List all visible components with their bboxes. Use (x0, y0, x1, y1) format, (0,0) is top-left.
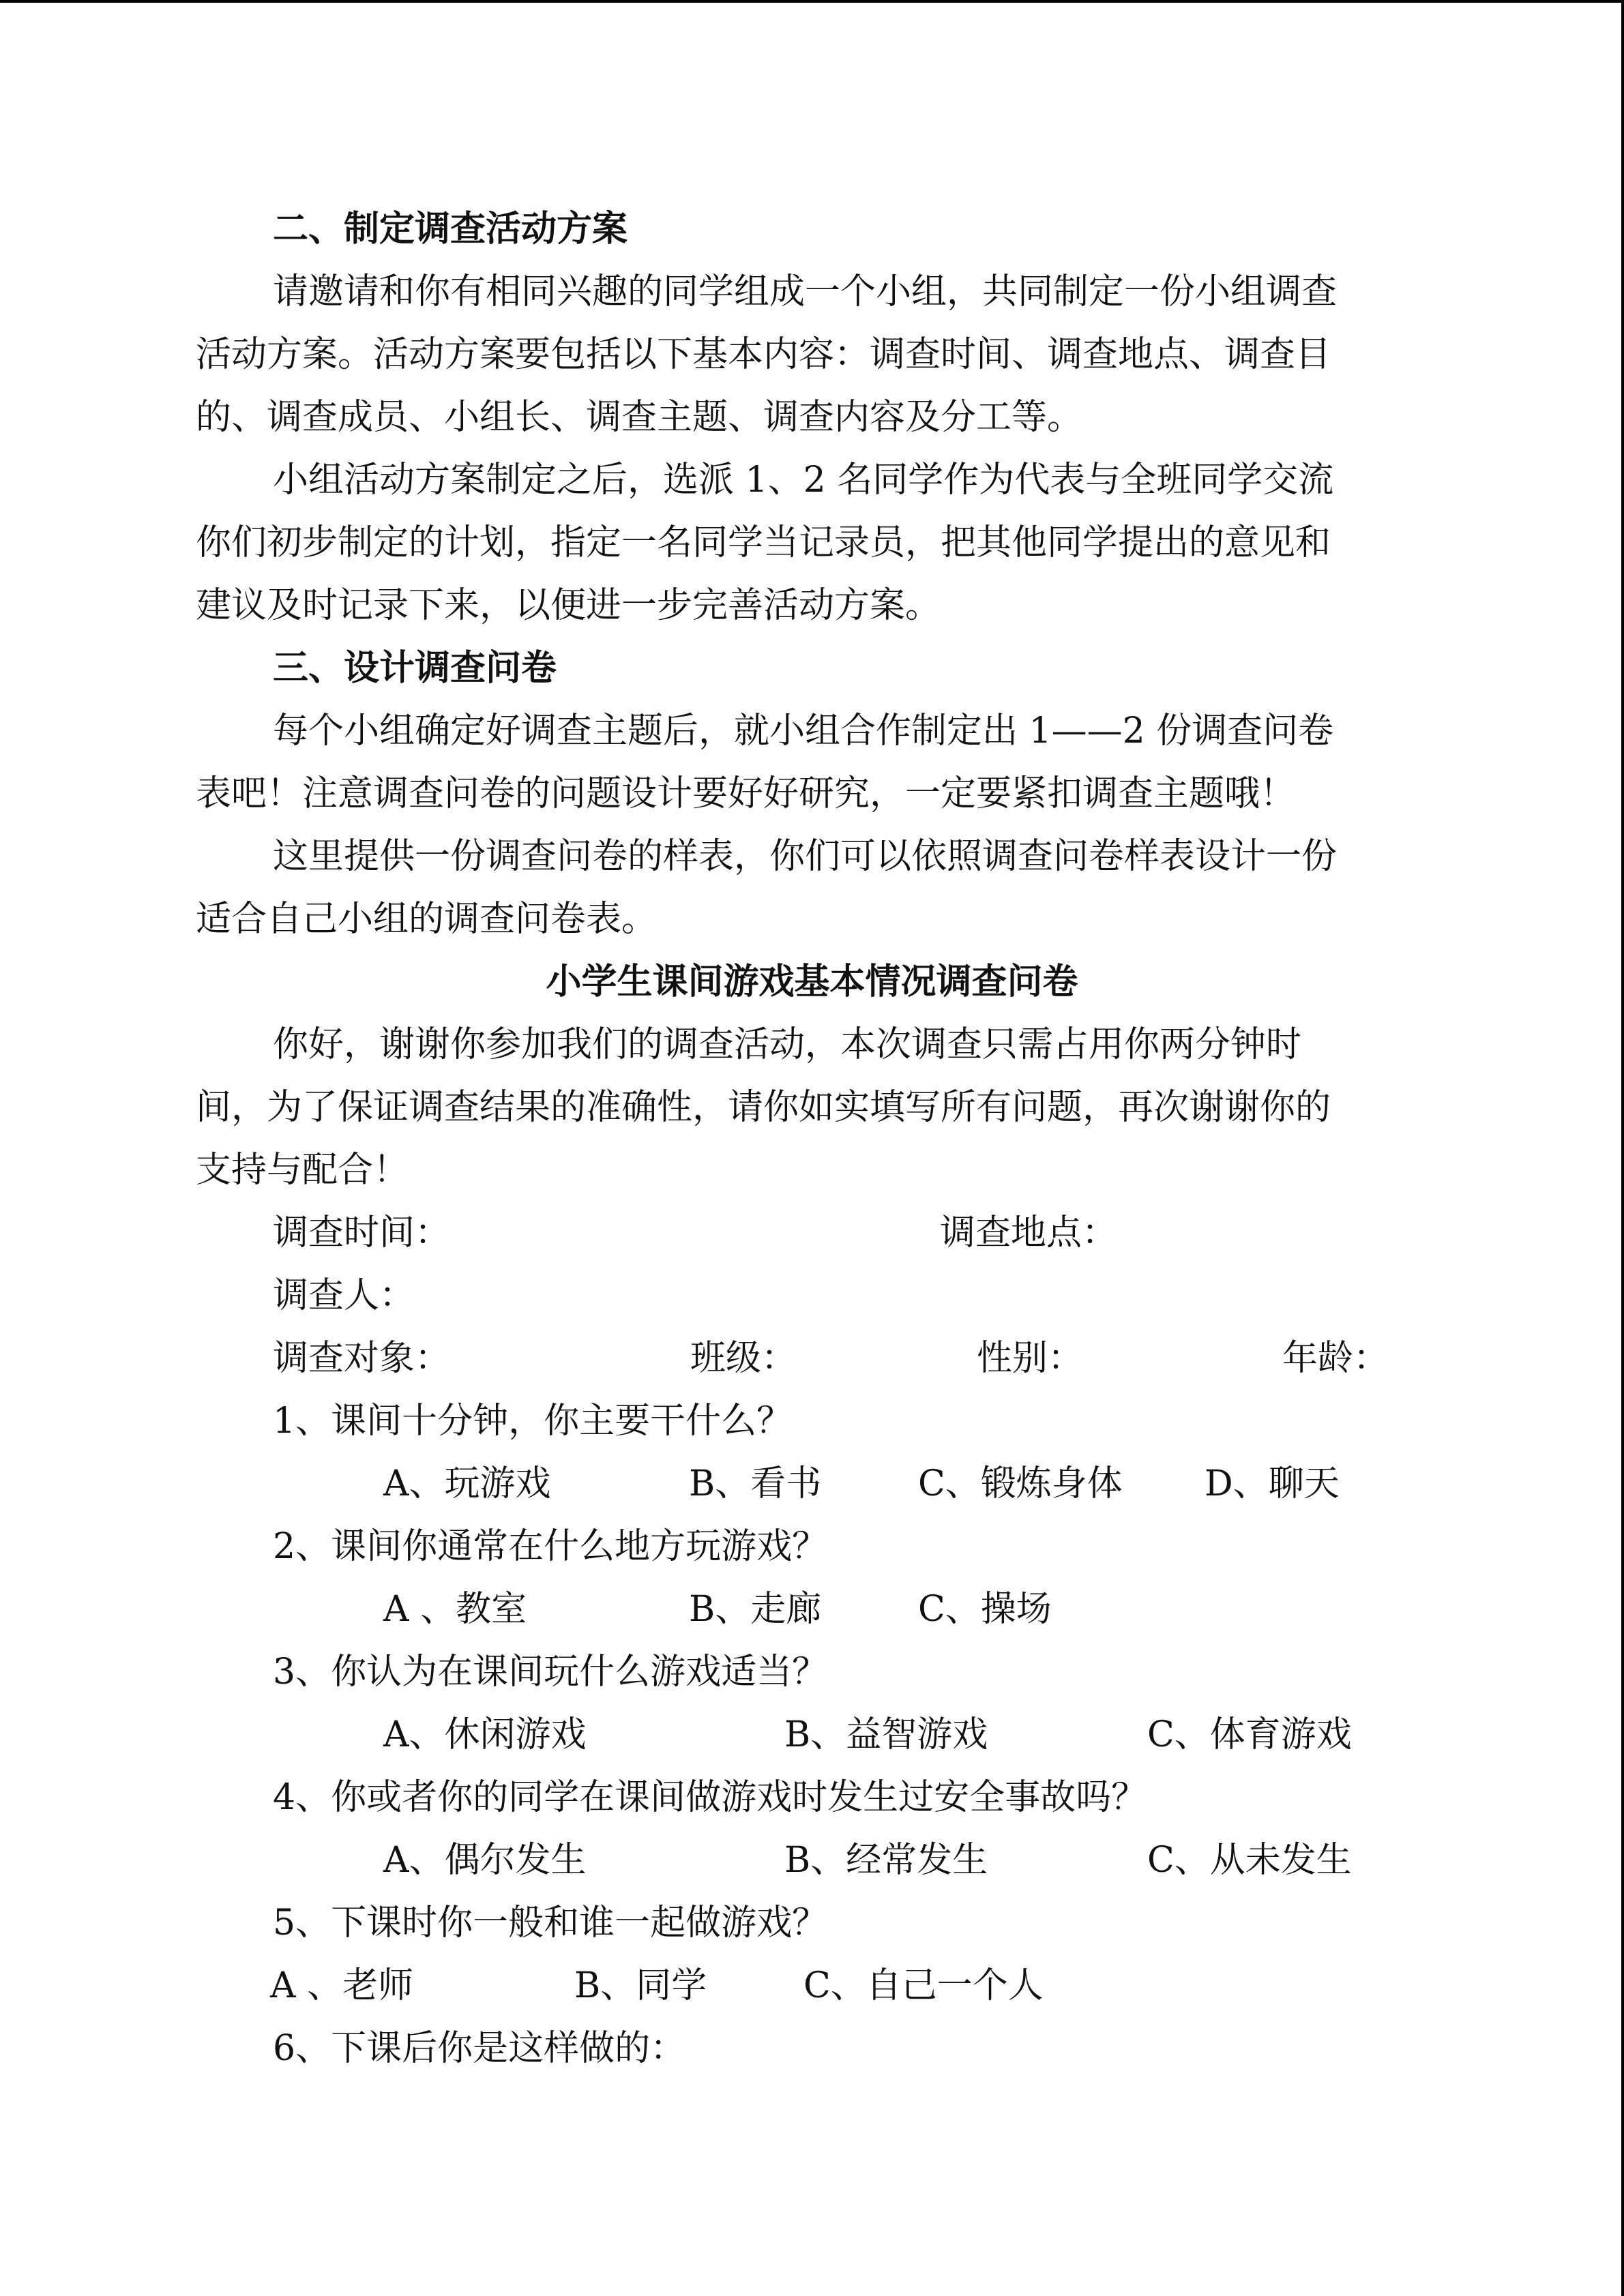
section3-paragraph1-line2: 表吧！注意调查问卷的问题设计要好好研究，一定要紧扣调查主题哦！ (196, 773, 1296, 814)
q3-option-c: C、体育游戏 (1147, 1714, 1352, 1755)
field-survey-place: 调查地点： (940, 1212, 1118, 1253)
q4-option-a: A、偶尔发生 (383, 1840, 587, 1881)
section2-paragraph1-line2: 活动方案。活动方案要包括以下基本内容：调查时间、调查地点、调查目 (196, 334, 1331, 375)
section3-heading: 三、设计调查问卷 (273, 647, 557, 689)
q3-option-b: B、益智游戏 (784, 1714, 988, 1755)
section2-paragraph1-line1: 请邀请和你有相同兴趣的同学组成一个小组，共同制定一份小组调查 (273, 271, 1338, 312)
q3-option-a: A、休闲游戏 (383, 1714, 587, 1755)
section2-paragraph2-line3: 建议及时记录下来，以便进一步完善活动方案。 (196, 585, 941, 626)
q2-option-b: B、走廊 (689, 1589, 822, 1630)
q1-option-c: C、锻炼身体 (918, 1463, 1123, 1504)
section2-heading: 二、制定调查活动方案 (273, 208, 628, 250)
q1-option-a: A、玩游戏 (383, 1463, 551, 1504)
question-2: 2、课间你通常在什么地方玩游戏？ (273, 1526, 828, 1567)
q5-option-b: B、同学 (574, 1965, 707, 2006)
section3-paragraph1-line1: 每个小组确定好调查主题后，就小组合作制定出 1——2 份调查问卷 (273, 711, 1334, 751)
section2-paragraph2-line2: 你们初步制定的计划，指定一名同学当记录员，把其他同学提出的意见和 (196, 522, 1331, 563)
section3-paragraph2-line1: 这里提供一份调查问卷的样表，你们可以依照调查问卷样表设计一份 (273, 836, 1338, 877)
q1-option-d: D、聊天 (1205, 1463, 1340, 1504)
q2-option-a: A 、教室 (383, 1589, 527, 1630)
q2-option-c: C、操场 (918, 1589, 1052, 1630)
question-5: 5、下课时你一般和谁一起做游戏？ (273, 1903, 828, 1943)
field-survey-time: 调查时间： (273, 1212, 451, 1253)
q4-option-b: B、经常发生 (784, 1840, 988, 1881)
section2-paragraph2-line1: 小组活动方案制定之后，选派 1、2 名同学作为代表与全班同学交流 (273, 460, 1334, 501)
question-1: 1、课间十分钟，你主要干什么？ (273, 1401, 793, 1442)
q5-option-c: C、自己一个人 (803, 1965, 1044, 2006)
section2-paragraph1-line3: 的、调查成员、小组长、调查主题、调查内容及分工等。 (196, 397, 1083, 438)
survey-title: 小学生课间游戏基本情况调查问卷 (546, 961, 1078, 1002)
field-surveyor: 调查人： (273, 1275, 415, 1316)
survey-intro-line3: 支持与配合！ (196, 1150, 409, 1191)
question-3: 3、你认为在课间玩什么游戏适当？ (273, 1652, 828, 1693)
question-6: 6、下课后你是这样做的： (273, 2028, 686, 2069)
field-class: 班级： (690, 1338, 797, 1379)
survey-intro-line1: 你好，谢谢你参加我们的调查活动，本次调查只需占用你两分钟时 (273, 1024, 1302, 1065)
q5-option-a: A 、老师 (270, 1965, 414, 2006)
field-survey-subject: 调查对象： (273, 1338, 451, 1379)
question-4: 4、你或者你的同学在课间做游戏时发生过安全事故吗？ (273, 1777, 1147, 1818)
survey-intro-line2: 间，为了保证调查结果的准确性，请你如实填写所有问题，再次谢谢你的 (196, 1087, 1331, 1128)
section3-paragraph2-line2: 适合自己小组的调查问卷表。 (196, 899, 658, 940)
field-age: 年龄： (1282, 1338, 1389, 1379)
field-gender: 性别： (977, 1338, 1084, 1379)
q1-option-b: B、看书 (689, 1463, 822, 1504)
q4-option-c: C、从未发生 (1147, 1840, 1352, 1881)
